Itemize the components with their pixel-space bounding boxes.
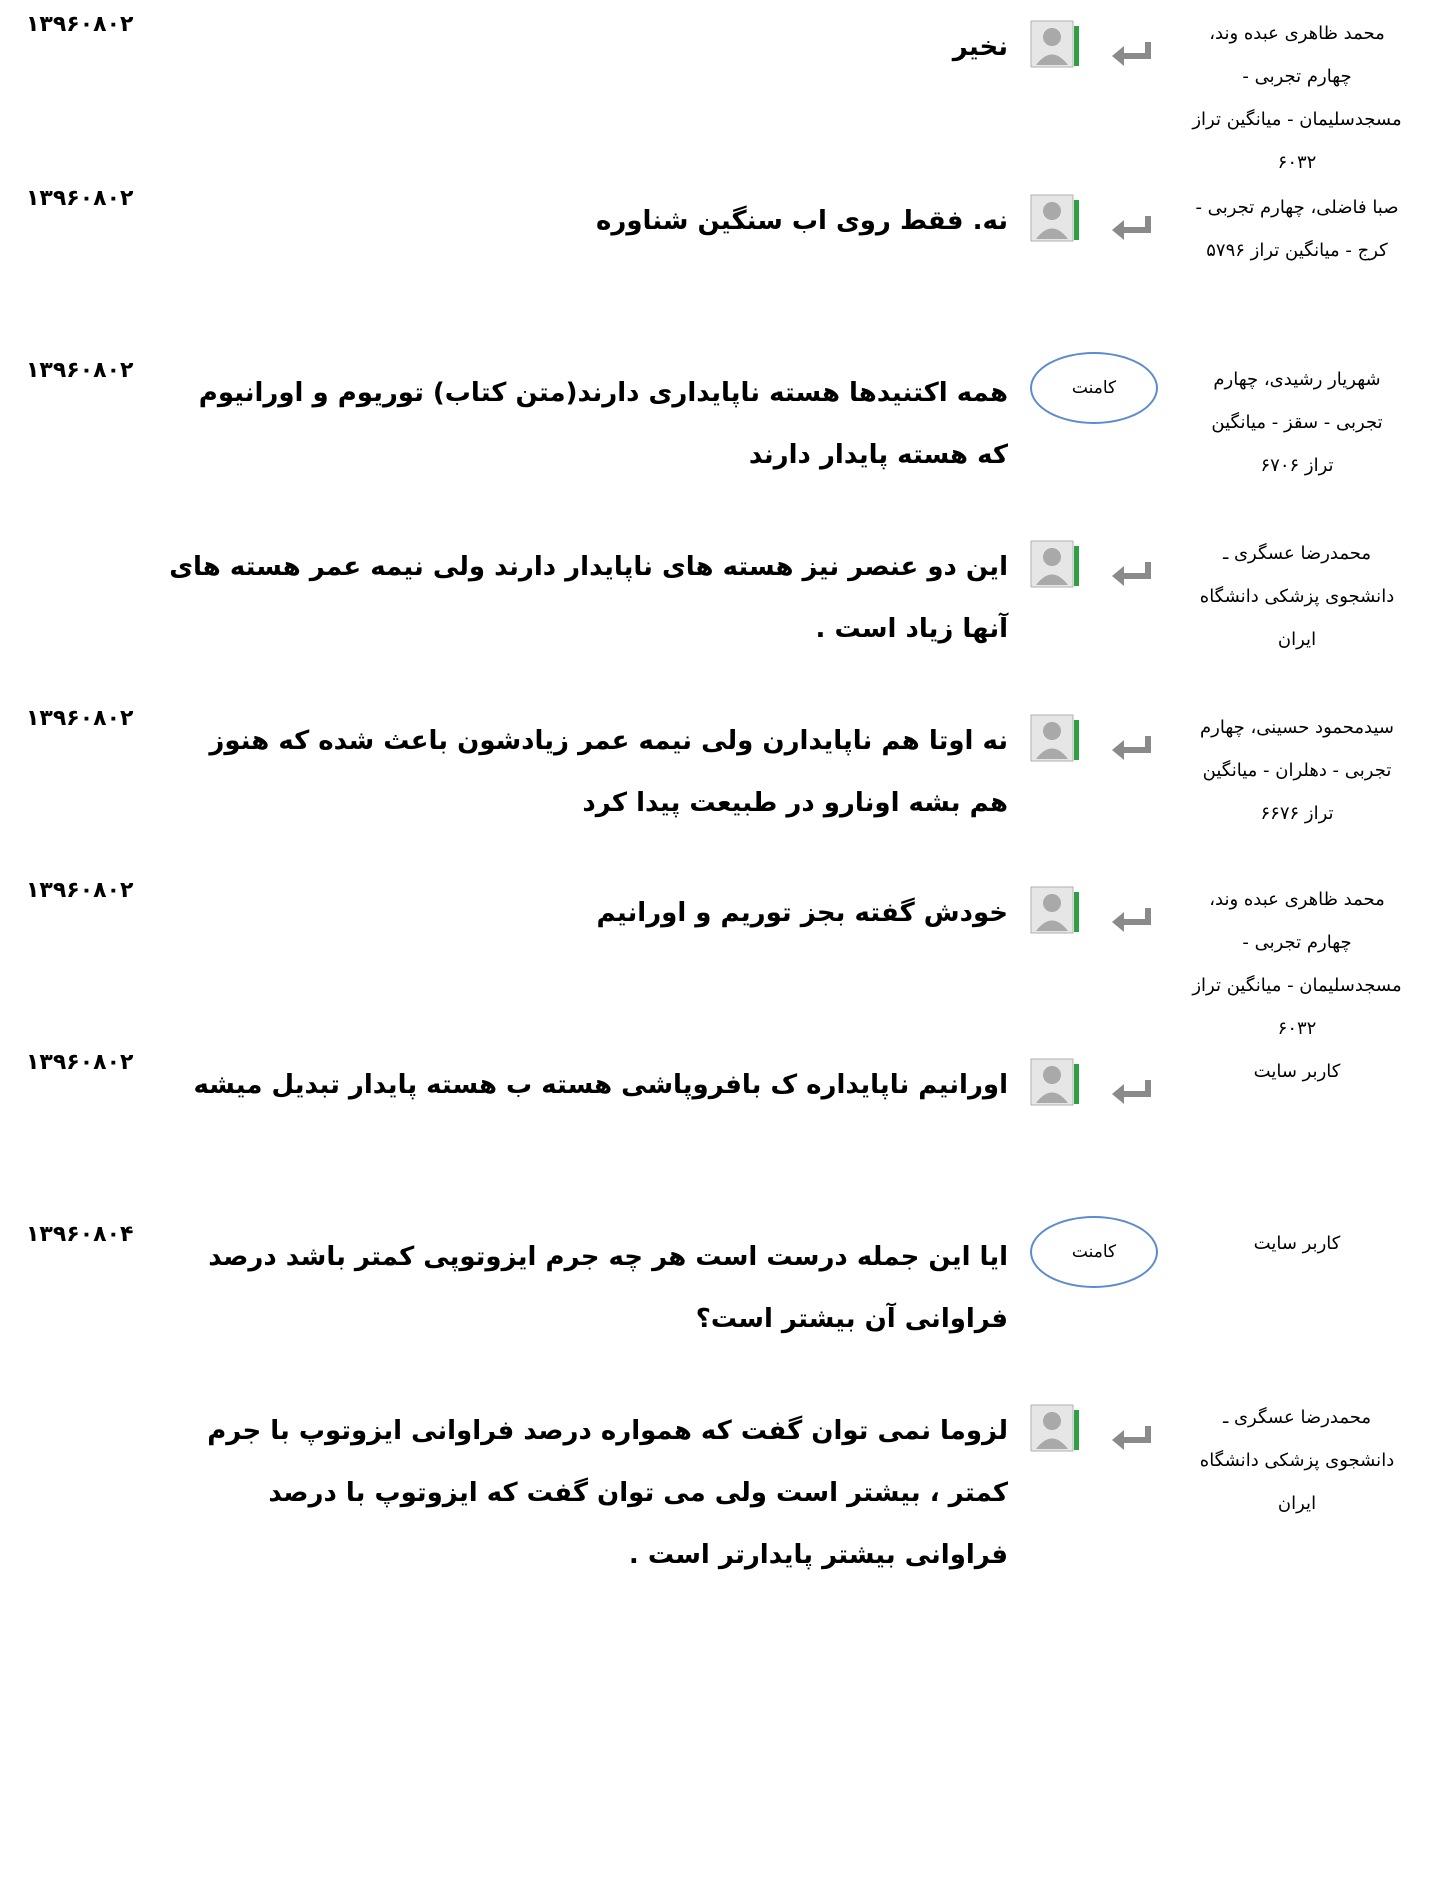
comment-date: ۱۳۹۶۰۸۰۲	[26, 1050, 134, 1075]
comment-author-line: تجربی - سقز - میانگین	[1211, 412, 1383, 433]
reply-controls	[1030, 20, 1150, 76]
reply-arrow-icon[interactable]	[1110, 212, 1154, 242]
comment-author-line: ایران	[1277, 629, 1317, 650]
comment-date: ۱۳۹۶۰۸۰۲	[26, 878, 134, 903]
comment-author-line: چهارم تجربی -	[1242, 932, 1352, 953]
comment-author	[1182, 706, 1412, 835]
comment-author-line: محمدرضا عسگری ـ	[1222, 543, 1372, 564]
comment-author-line: سیدمحمود حسینی، چهارم	[1200, 717, 1394, 738]
user-avatar-icon	[1030, 886, 1090, 940]
comment-author-line: تجربی - دهلران - میانگین	[1202, 760, 1392, 781]
user-avatar-icon	[1030, 1058, 1090, 1112]
reply-arrow-icon[interactable]	[1110, 1076, 1154, 1106]
comment-author	[1182, 1050, 1412, 1093]
comment-author-line: محمدرضا عسگری ـ	[1222, 1407, 1372, 1428]
reply-controls	[1030, 1404, 1150, 1460]
user-avatar-icon	[1030, 714, 1090, 768]
comment-author-line: مسجدسلیمان - میانگین تراز	[1192, 109, 1402, 130]
comment-badge-label: کامنت	[1071, 378, 1117, 398]
reply-controls	[1030, 886, 1150, 942]
user-avatar-icon	[1030, 194, 1090, 248]
user-avatar-icon	[1030, 20, 1090, 74]
user-avatar-icon	[1030, 1404, 1090, 1458]
comment-author	[1182, 532, 1412, 661]
comment-date: ۱۳۹۶۰۸۰۲	[26, 186, 134, 211]
reply-arrow-icon[interactable]	[1110, 732, 1154, 762]
comment-text: نه. فقط روی اب سنگین شناوره	[596, 206, 1008, 236]
reply-controls	[1030, 194, 1150, 250]
comment-badge-label: کامنت	[1071, 1242, 1117, 1262]
reply-controls	[1030, 1058, 1150, 1114]
comment-author-line: چهارم تجربی -	[1242, 66, 1352, 87]
comment-author-line: کاربر سایت	[1253, 1233, 1341, 1254]
comment-date: ۱۳۹۶۰۸۰۲	[26, 12, 134, 37]
comment-author-line: دانشجوی پزشکی دانشگاه	[1199, 1450, 1395, 1471]
comment-text: خودش گفته بجز توریم و اورانیم	[596, 898, 1008, 928]
reply-arrow-icon[interactable]	[1110, 38, 1154, 68]
comment-author-line: تراز ۶۷۰۶	[1260, 455, 1334, 476]
comment-date: ۱۳۹۶۰۸۰۴	[26, 1222, 134, 1247]
comment-author	[1182, 1222, 1412, 1265]
comment-author-line: شهریار رشیدی، چهارم	[1213, 369, 1381, 390]
comment-author	[1182, 878, 1412, 1050]
reply-controls	[1030, 714, 1150, 770]
comment-author-line: صبا فاضلی، چهارم تجربی -	[1195, 197, 1399, 218]
comment-badge[interactable]	[1030, 1216, 1158, 1288]
comment-text: اورانیم ناپایداره ک بافروپاشی هسته ب هسته پایدار تبدیل میشه	[193, 1070, 1008, 1100]
comment-author-line: محمد ظاهری عبده وند،	[1209, 23, 1385, 44]
comment-text: همه اکتنیدها هسته ناپایداری دارند(متن کتاب) توریوم و اورانیوم که هسته پایدار دارند	[198, 378, 1008, 470]
comment-text: لزوما نمی توان گفت که همواره درصد فراوانی ایزوتوپ با جرم کمتر ، بیشتر است ولی می توان گفت که ایزوتوپ با درصد فراوانی بیشتر پایدارتر است .	[207, 1416, 1008, 1570]
comment-author-line: ۶۰۳۲	[1277, 152, 1317, 173]
comment-author-line: ایران	[1277, 1493, 1317, 1514]
comment-author-line: کرج - میانگین تراز ۵۷۹۶	[1206, 240, 1388, 261]
reply-arrow-icon[interactable]	[1110, 1422, 1154, 1452]
comment-author-line: کاربر سایت	[1253, 1061, 1341, 1082]
comment-date: ۱۳۹۶۰۸۰۲	[26, 706, 134, 731]
comment-author	[1182, 358, 1412, 487]
comment-text: این دو عنصر نیز هسته های ناپایدار دارند ولی نیمه عمر هسته های آنها زیاد است .	[169, 552, 1008, 644]
comment-author	[1182, 186, 1412, 272]
comment-author-line: دانشجوی پزشکی دانشگاه	[1199, 586, 1395, 607]
comment-text: نخیر	[952, 32, 1008, 62]
comment-author-line: ۶۰۳۲	[1277, 1018, 1317, 1039]
comment-author	[1182, 1396, 1412, 1525]
reply-controls	[1030, 540, 1150, 596]
comment-author	[1182, 12, 1412, 184]
comment-text: نه اوتا هم ناپایدارن ولی نیمه عمر زیادشون باعث شده که هنوز هم بشه اونارو در طبیعت پیدا کرد	[209, 726, 1008, 818]
comment-text: ایا این جمله درست است هر چه جرم ایزوتوپی کمتر باشد درصد فراوانی آن بیشتر است؟	[208, 1242, 1008, 1334]
reply-arrow-icon[interactable]	[1110, 558, 1154, 588]
user-avatar-icon	[1030, 540, 1090, 594]
comment-author-line: محمد ظاهری عبده وند،	[1209, 889, 1385, 910]
comment-date: ۱۳۹۶۰۸۰۲	[26, 358, 134, 383]
comment-author-line: مسجدسلیمان - میانگین تراز	[1192, 975, 1402, 996]
comment-author-line: تراز ۶۶۷۶	[1260, 803, 1334, 824]
comment-badge[interactable]	[1030, 352, 1158, 424]
reply-arrow-icon[interactable]	[1110, 904, 1154, 934]
